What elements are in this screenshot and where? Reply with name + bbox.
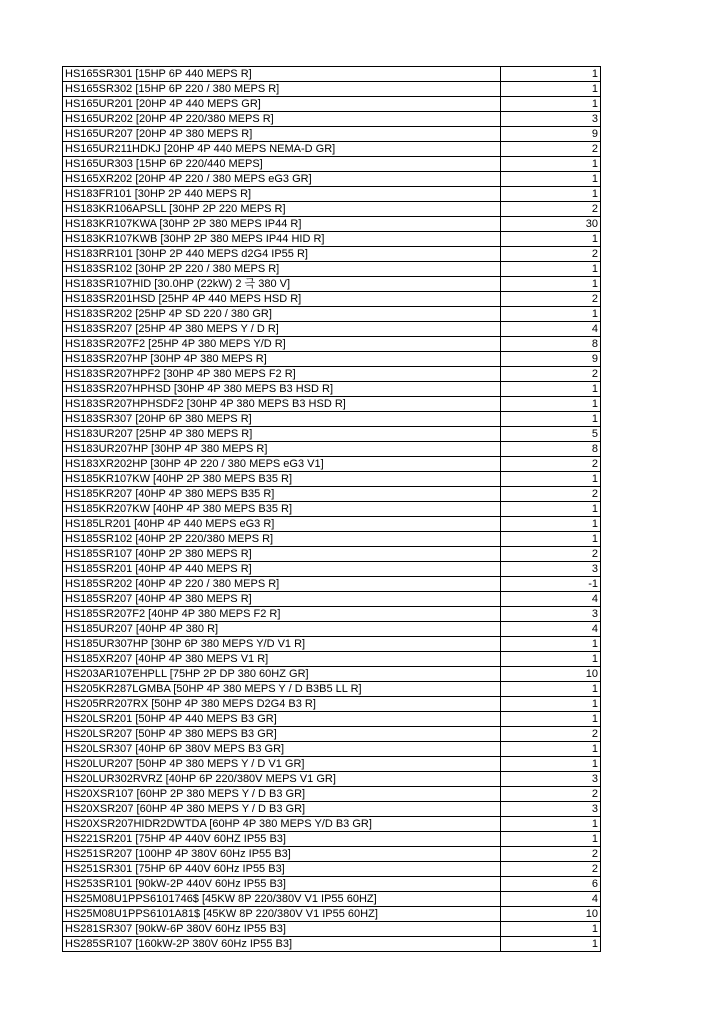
quantity-cell: 1: [501, 232, 601, 247]
quantity-cell: 2: [501, 547, 601, 562]
quantity-cell: 1: [501, 412, 601, 427]
product-description-cell: HS221SR201 [75HP 4P 440V 60HZ IP55 B3]: [63, 832, 501, 847]
quantity-cell: 1: [501, 97, 601, 112]
product-description-cell: HS203AR107EHPLL [75HP 2P DP 380 60HZ GR]: [63, 667, 501, 682]
quantity-cell: 4: [501, 892, 601, 907]
table-row: [63, 562, 601, 577]
table-row: [63, 382, 601, 397]
table-row: [63, 787, 601, 802]
table-row: [63, 427, 601, 442]
product-description-cell: HS20XSR207HIDR2DWTDA [60HP 4P 380 MEPS Y/D B3 GR]: [63, 817, 501, 832]
quantity-cell: 1: [501, 397, 601, 412]
quantity-cell: 30: [501, 217, 601, 232]
quantity-cell: 1: [501, 517, 601, 532]
table-row: [63, 397, 601, 412]
table-row: [63, 337, 601, 352]
quantity-cell: 1: [501, 532, 601, 547]
product-description-cell: HS165UR202 [20HP 4P 220/380 MEPS R]: [63, 112, 501, 127]
table-row: [63, 652, 601, 667]
quantity-cell: 3: [501, 607, 601, 622]
quantity-cell: 9: [501, 352, 601, 367]
table-row: [63, 577, 601, 592]
product-description-cell: HS183SR207F2 [25HP 4P 380 MEPS Y/D R]: [63, 337, 501, 352]
table-row: [63, 667, 601, 682]
table-row: [63, 277, 601, 292]
table-row: [63, 532, 601, 547]
quantity-cell: 2: [501, 247, 601, 262]
table-row: [63, 307, 601, 322]
product-description-cell: HS183UR207 [25HP 4P 380 MEPS R]: [63, 427, 501, 442]
table-row: [63, 322, 601, 337]
product-description-cell: HS183SR207HP [30HP 4P 380 MEPS R]: [63, 352, 501, 367]
quantity-cell: 1: [501, 652, 601, 667]
product-description-cell: HS183SR102 [30HP 2P 220 / 380 MEPS R]: [63, 262, 501, 277]
quantity-cell: 3: [501, 112, 601, 127]
quantity-cell: 2: [501, 142, 601, 157]
product-description-cell: HS205KR287LGMBA [50HP 4P 380 MEPS Y / D B3B5 LL R]: [63, 682, 501, 697]
product-description-cell: HS185XR207 [40HP 4P 380 MEPS V1 R]: [63, 652, 501, 667]
quantity-cell: -1: [501, 577, 601, 592]
product-description-cell: HS20LUR207 [50HP 4P 380 MEPS Y / D V1 GR]: [63, 757, 501, 772]
quantity-cell: 9: [501, 127, 601, 142]
product-description-cell: HS165SR301 [15HP 6P 440 MEPS R]: [63, 67, 501, 82]
table-row: [63, 622, 601, 637]
quantity-cell: 8: [501, 442, 601, 457]
table-row: [63, 187, 601, 202]
product-description-cell: HS185KR107KW [40HP 2P 380 MEPS B35 R]: [63, 472, 501, 487]
quantity-cell: 3: [501, 772, 601, 787]
table-row: [63, 487, 601, 502]
product-description-cell: HS183SR202 [25HP 4P SD 220 / 380 GR]: [63, 307, 501, 322]
table-row: [63, 97, 601, 112]
product-description-cell: HS183XR202HP [30HP 4P 220 / 380 MEPS eG3 V1]: [63, 457, 501, 472]
quantity-cell: 1: [501, 277, 601, 292]
quantity-cell: 1: [501, 472, 601, 487]
table-row: [63, 907, 601, 922]
product-description-cell: HS20LUR302RVRZ [40HP 6P 220/380V MEPS V1 GR]: [63, 772, 501, 787]
product-description-cell: HS251SR301 [75HP 6P 440V 60Hz IP55 B3]: [63, 862, 501, 877]
table-row: [63, 352, 601, 367]
quantity-cell: 1: [501, 637, 601, 652]
table-row: [63, 802, 601, 817]
product-description-cell: HS165UR207 [20HP 4P 380 MEPS R]: [63, 127, 501, 142]
product-description-cell: HS285SR107 [160kW-2P 380V 60Hz IP55 B3]: [63, 937, 501, 952]
quantity-cell: 2: [501, 367, 601, 382]
quantity-cell: 4: [501, 322, 601, 337]
product-description-cell: HS183FR101 [30HP 2P 440 MEPS R]: [63, 187, 501, 202]
product-description-cell: HS281SR307 [90kW-6P 380V 60Hz IP55 B3]: [63, 922, 501, 937]
table-row: [63, 832, 601, 847]
product-description-cell: HS20LSR201 [50HP 4P 440 MEPS B3 GR]: [63, 712, 501, 727]
product-description-cell: HS185UR207 [40HP 4P 380 R]: [63, 622, 501, 637]
product-description-cell: HS183SR207HPHSDF2 [30HP 4P 380 MEPS B3 HSD R]: [63, 397, 501, 412]
product-description-cell: HS183UR207HP [30HP 4P 380 MEPS R]: [63, 442, 501, 457]
table-row: [63, 547, 601, 562]
quantity-cell: 1: [501, 697, 601, 712]
quantity-cell: 10: [501, 907, 601, 922]
quantity-cell: 2: [501, 862, 601, 877]
product-description-cell: HS183KR106APSLL [30HP 2P 220 MEPS R]: [63, 202, 501, 217]
table-row: [63, 727, 601, 742]
quantity-cell: 1: [501, 817, 601, 832]
product-description-cell: HS165XR202 [20HP 4P 220 / 380 MEPS eG3 GR]: [63, 172, 501, 187]
product-description-cell: HS185KR207 [40HP 4P 380 MEPS B35 R]: [63, 487, 501, 502]
table-row: [63, 682, 601, 697]
table-row: [63, 517, 601, 532]
product-description-cell: HS185SR207F2 [40HP 4P 380 MEPS F2 R]: [63, 607, 501, 622]
table-row: [63, 847, 601, 862]
product-description-cell: HS183KR107KWB [30HP 2P 380 MEPS IP44 HID R]: [63, 232, 501, 247]
quantity-cell: 5: [501, 427, 601, 442]
product-description-cell: HS165UR201 [20HP 4P 440 MEPS GR]: [63, 97, 501, 112]
table-row: [63, 202, 601, 217]
product-description-cell: HS20XSR207 [60HP 4P 380 MEPS Y / D B3 GR]: [63, 802, 501, 817]
table-row: [63, 292, 601, 307]
inventory-table: [62, 66, 601, 952]
product-description-cell: HS183SR207HPHSD [30HP 4P 380 MEPS B3 HSD R]: [63, 382, 501, 397]
quantity-cell: 1: [501, 937, 601, 952]
quantity-cell: 4: [501, 622, 601, 637]
product-description-cell: HS20LSR207 [50HP 4P 380 MEPS B3 GR]: [63, 727, 501, 742]
table-row: [63, 922, 601, 937]
table-row: [63, 502, 601, 517]
table-row: [63, 712, 601, 727]
quantity-cell: 2: [501, 292, 601, 307]
product-description-cell: HS185SR102 [40HP 2P 220/380 MEPS R]: [63, 532, 501, 547]
product-description-cell: HS20LSR307 [40HP 6P 380V MEPS B3 GR]: [63, 742, 501, 757]
table-row: [63, 892, 601, 907]
product-description-cell: HS185KR207KW [40HP 4P 380 MEPS B35 R]: [63, 502, 501, 517]
table-row: [63, 817, 601, 832]
quantity-cell: 1: [501, 307, 601, 322]
product-description-cell: HS183SR307 [20HP 6P 380 MEPS R]: [63, 412, 501, 427]
table-row: [63, 157, 601, 172]
table-row: [63, 217, 601, 232]
table-row: [63, 937, 601, 952]
product-description-cell: HS25M08U1PPS6101746$ [45KW 8P 220/380V V1 IP55 60HZ]: [63, 892, 501, 907]
table-row: [63, 142, 601, 157]
table-row: [63, 442, 601, 457]
product-description-cell: HS183SR207 [25HP 4P 380 MEPS Y / D R]: [63, 322, 501, 337]
quantity-cell: 2: [501, 202, 601, 217]
table-row: [63, 772, 601, 787]
product-description-cell: HS165UR211HDKJ [20HP 4P 440 MEPS NEMA-D GR]: [63, 142, 501, 157]
product-description-cell: HS165UR303 [15HP 6P 220/440 MEPS]: [63, 157, 501, 172]
quantity-cell: 10: [501, 667, 601, 682]
table-row: [63, 862, 601, 877]
quantity-cell: 1: [501, 757, 601, 772]
product-description-cell: HS183SR201HSD [25HP 4P 440 MEPS HSD R]: [63, 292, 501, 307]
product-description-cell: HS183SR207HPF2 [30HP 4P 380 MEPS F2 R]: [63, 367, 501, 382]
product-description-cell: HS185SR207 [40HP 4P 380 MEPS R]: [63, 592, 501, 607]
quantity-cell: 8: [501, 337, 601, 352]
table-row: [63, 457, 601, 472]
quantity-cell: 1: [501, 187, 601, 202]
product-description-cell: HS183SR107HID [30.0HP (22kW) 2 극 380 V]: [63, 277, 501, 292]
quantity-cell: 3: [501, 562, 601, 577]
table-row: [63, 67, 601, 82]
quantity-cell: 1: [501, 922, 601, 937]
quantity-cell: 1: [501, 262, 601, 277]
quantity-cell: 1: [501, 502, 601, 517]
table-row: [63, 262, 601, 277]
quantity-cell: 1: [501, 682, 601, 697]
table-row: [63, 592, 601, 607]
quantity-cell: 1: [501, 832, 601, 847]
table-row: [63, 607, 601, 622]
table-row: [63, 172, 601, 187]
product-description-cell: HS20XSR107 [60HP 2P 380 MEPS Y / D B3 GR]: [63, 787, 501, 802]
quantity-cell: 1: [501, 157, 601, 172]
table-row: [63, 367, 601, 382]
quantity-cell: 3: [501, 802, 601, 817]
quantity-cell: 1: [501, 742, 601, 757]
product-description-cell: HS185SR107 [40HP 2P 380 MEPS R]: [63, 547, 501, 562]
product-description-cell: HS25M08U1PPS6101A81$ [45KW 8P 220/380V V1 IP55 60HZ]: [63, 907, 501, 922]
table-row: [63, 247, 601, 262]
product-description-cell: HS253SR101 [90kW-2P 440V 60Hz IP55 B3]: [63, 877, 501, 892]
table-row: [63, 877, 601, 892]
quantity-cell: 6: [501, 877, 601, 892]
table-row: [63, 757, 601, 772]
quantity-cell: 2: [501, 847, 601, 862]
product-description-cell: HS205RR207RX [50HP 4P 380 MEPS D2G4 B3 R]: [63, 697, 501, 712]
quantity-cell: 1: [501, 67, 601, 82]
quantity-cell: 2: [501, 787, 601, 802]
quantity-cell: 1: [501, 382, 601, 397]
table-row: [63, 742, 601, 757]
product-description-cell: HS251SR207 [100HP 4P 380V 60Hz IP55 B3]: [63, 847, 501, 862]
quantity-cell: 2: [501, 727, 601, 742]
quantity-cell: 4: [501, 592, 601, 607]
product-description-cell: HS165SR302 [15HP 6P 220 / 380 MEPS R]: [63, 82, 501, 97]
product-description-cell: HS185UR307HP [30HP 6P 380 MEPS Y/D V1 R]: [63, 637, 501, 652]
product-description-cell: HS185LR201 [40HP 4P 440 MEPS eG3 R]: [63, 517, 501, 532]
product-description-cell: HS185SR202 [40HP 4P 220 / 380 MEPS R]: [63, 577, 501, 592]
table-row: [63, 232, 601, 247]
quantity-cell: 1: [501, 172, 601, 187]
table-row: [63, 472, 601, 487]
table-row: [63, 127, 601, 142]
quantity-cell: 2: [501, 457, 601, 472]
table-row: [63, 412, 601, 427]
product-description-cell: HS183RR101 [30HP 2P 440 MEPS d2G4 IP55 R]: [63, 247, 501, 262]
quantity-cell: 1: [501, 82, 601, 97]
quantity-cell: 2: [501, 487, 601, 502]
inventory-table-body: [63, 67, 601, 952]
table-row: [63, 637, 601, 652]
quantity-cell: 1: [501, 712, 601, 727]
product-description-cell: HS185SR201 [40HP 4P 440 MEPS R]: [63, 562, 501, 577]
table-row: [63, 82, 601, 97]
product-description-cell: HS183KR107KWA [30HP 2P 380 MEPS IP44 R]: [63, 217, 501, 232]
table-row: [63, 697, 601, 712]
table-row: [63, 112, 601, 127]
